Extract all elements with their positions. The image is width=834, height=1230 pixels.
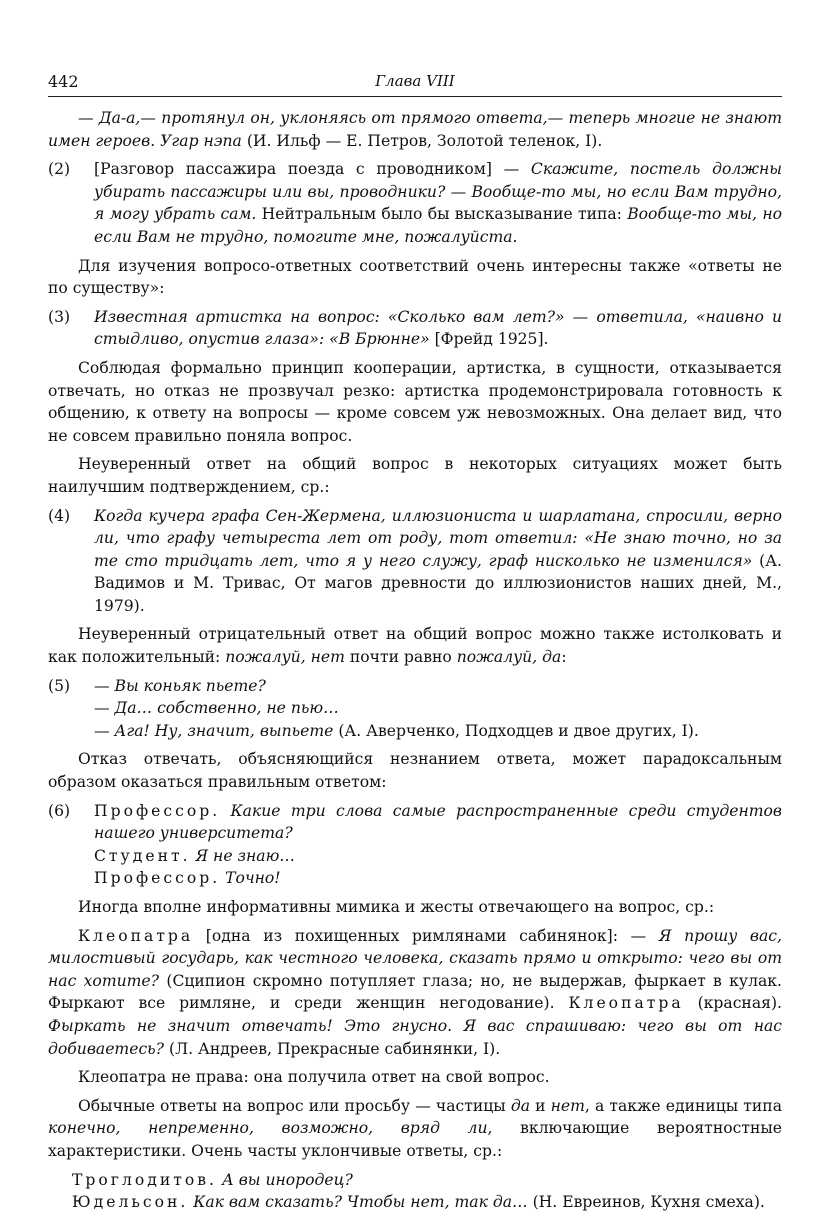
speaker: Профессор.	[94, 801, 221, 820]
example-text: [Разговор пассажира поезда с проводником] —	[94, 160, 531, 179]
paragraph: Отказ отвечать, объясняющийся незнанием ответа, может парадоксальным образом оказаться правильным ответом:	[48, 750, 782, 792]
dialogue-line: Юдельсон. Как вам сказать? Чтобы нет, так да… (Н. Евреинов, Кухня смеха).	[72, 1193, 765, 1212]
paragraph: Иногда вполне информативны мимика и жесты отвечающего на вопрос, ср.:	[78, 898, 715, 916]
example-number: (4)	[48, 506, 71, 525]
dialogue-line: — Ага! Ну, значит, выпьете (А. Аверченко, Подходцев и двое других, I).	[94, 721, 699, 740]
dialogue-line: Профессор. Какие три слова самые распространенные среди студентов нашего университета?	[94, 801, 782, 843]
speaker: Троглодитов.	[72, 1170, 217, 1189]
example-6	[48, 800, 782, 890]
term: пожалуй, нет	[225, 648, 345, 667]
example-4	[48, 505, 782, 618]
citation: (А. Вадимов и М. Тривас, От магов древности до иллюзионистов наших дней, М., 1979).	[94, 551, 782, 615]
dialogue-line: Профессор. Точно!	[94, 869, 281, 888]
paragraph	[48, 623, 782, 668]
chapter-title: Глава VIII	[375, 72, 455, 90]
paragraph: Соблюдая формально принцип кооперации, артистка, в сущности, отказывается отвечать, но отказ не прозвучал резко: артистка продемонстрировала готовность к общению, к ответу на вопросы — кроме совсем уж невозможных. Она делает вид, что не совсем правильно поняла вопрос.	[48, 358, 782, 445]
speaker: Профессор.	[94, 869, 221, 888]
example-2	[48, 158, 782, 248]
paragraph	[48, 107, 782, 152]
example-text: Нейтральным было бы высказывание типа:	[256, 205, 628, 224]
page	[48, 62, 782, 1214]
example-italic: Известная артистка на вопрос: «Сколько вам лет?» — ответила, «наивно и стыдливо, опустив глаза»: «В Брюнне»	[94, 307, 782, 349]
citation: (А. Аверченко, Подходцев и двое других, I).	[333, 721, 699, 740]
paragraph: Неуверенный ответ на общий вопрос в некоторых ситуациях может быть наилучшим подтверждением, ср.:	[48, 455, 782, 496]
paragraph: Клеопатра [одна из похищенных римлянами сабинянок]: — Я прошу вас, милостивый государь, как честного человека, сказать прямо и открыто: чего вы от нас хотите? (Сципион скромно потупляет глаза; но, не выдержав, фыркает в кулак. Фыркают все римляне, и среди женщин негодование). Клеопатра (красная). Фыркать не значит отвечать! Это гнусно. Я вас спрашиваю: чего вы от нас добиваетесь? (Л. Андреев, Прекрасные сабинянки, I).	[48, 926, 783, 1058]
paragraph: Клеопатра не права: она получила ответ на свой вопрос.	[78, 1068, 550, 1087]
dialogue-line: Троглодитов. А вы инородец?	[72, 1170, 353, 1189]
paragraph: Для изучения вопросо-ответных соответствий очень интересны также «ответы не по существу»:	[48, 256, 782, 298]
example-number: (5)	[48, 676, 71, 695]
example-italic: Скажите, постель должны убирать пассажиры или вы, проводники? — Вообще-то мы, но если Вам трудно, я могу убрать сам.	[94, 160, 782, 224]
page-number: 442	[48, 72, 79, 91]
dialogue-line: Студент. Я не знаю…	[94, 846, 295, 865]
speaker: Студент.	[94, 846, 191, 865]
example-italic: Когда кучера графа Сен-Жермена, иллюзиониста и шарлатана, спросили, верно ли, что графу четыреста лет от роду, тот ответил: «Не знаю точно, но за те сто тридцать лет, что я у него служу, граф нисколько не изменился»	[94, 506, 782, 570]
speaker: Юдельсон.	[72, 1193, 189, 1212]
speaker: Клеопатра	[78, 926, 194, 945]
citation: (Н. Евреинов, Кухня смеха).	[527, 1193, 765, 1212]
example-number: (3)	[48, 307, 71, 326]
citation: (И. Ильф — Е. Петров, Золотой теленок, I).	[241, 131, 603, 150]
speaker: Клеопатра	[568, 994, 684, 1013]
example-number: (2)	[48, 160, 71, 179]
example-3	[48, 306, 782, 351]
example-italic: Вообще-то мы, но если Вам не трудно, помогите мне, пожалуйста.	[94, 205, 782, 246]
dialogue-line: — Да… собственно, не пью…	[94, 699, 339, 718]
page-body	[48, 107, 782, 1214]
example-number: (6)	[48, 801, 71, 820]
citation: (Л. Андреев, Прекрасные сабинянки, I).	[164, 1039, 501, 1058]
citation: [Фрейд 1925].	[429, 330, 549, 349]
page-header	[48, 62, 782, 97]
text: Неуверенный отрицательный ответ на общий вопрос можно также истолковать и как положительный:	[48, 625, 782, 667]
paragraph: Обычные ответы на вопрос или просьбу — частицы да и нет, а также единицы типа конечно, непременно, возможно, вряд ли, включающие вероятностные характеристики. Очень часты уклончивые ответы, ср.:	[48, 1096, 782, 1160]
quote-text: — Да-а,— протянул он, уклоняясь от прямого ответа,— теперь многие не знают имен героев. Угар нэпа	[48, 109, 782, 150]
dialogue-line: — Вы коньяк пьете?	[94, 676, 266, 695]
term: пожалуй, да	[456, 648, 562, 667]
text: почти равно	[344, 648, 457, 667]
text: :	[561, 648, 567, 667]
example-5	[48, 675, 782, 743]
